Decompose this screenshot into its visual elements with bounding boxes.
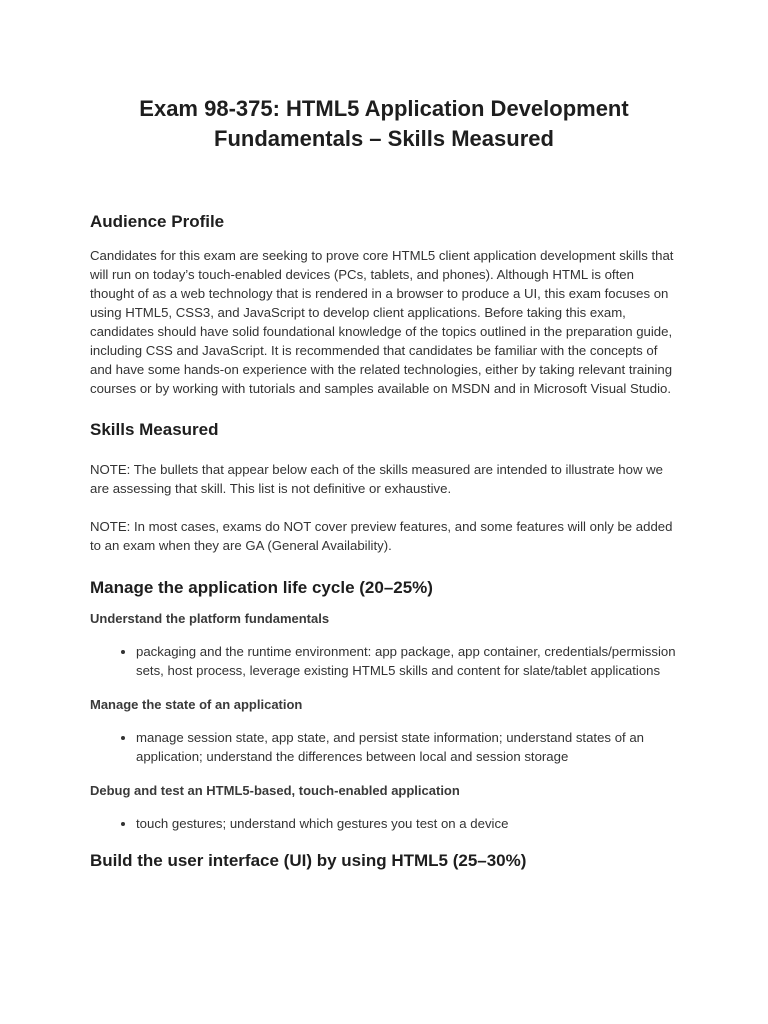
subsection-heading-state: Manage the state of an application — [90, 697, 303, 712]
title-line-1: Exam 98-375: HTML5 Application Development — [139, 96, 629, 121]
section-heading-build-ui: Build the user interface (UI) by using HTML5 (25–30%) — [90, 851, 527, 870]
note-preview-features: NOTE: In most cases, exams do NOT cover preview features, and some features will only be added to an exam when they are GA (General Availability). — [90, 519, 673, 553]
skills-measured-heading: Skills Measured — [90, 420, 219, 439]
audience-profile-heading: Audience Profile — [90, 212, 225, 231]
note-bullets: NOTE: The bullets that appear below each of the skills measured are intended to illustrate how we are assessing that skill. This list is not definitive or exhaustive. — [90, 462, 663, 496]
section-heading-lifecycle: Manage the application life cycle (20–25%) — [90, 578, 433, 597]
bullet-list-state — [90, 728, 678, 766]
bullet-list-debug — [90, 814, 678, 833]
list-item: • packaging and the runtime environment: app package, app container, credentials/permission sets, host process, leverage existing HTML5 skills and content for slate/tablet applications — [136, 642, 678, 680]
title-line-2: Fundamentals – Skills Measured — [214, 126, 554, 151]
subsection-heading-debug: Debug and test an HTML5-based, touch-enabled application — [90, 783, 460, 798]
list-item: • manage session state, app state, and persist state information; understand states of an application; understand the differences between local and session storage — [136, 728, 678, 766]
audience-profile-text: Candidates for this exam are seeking to prove core HTML5 client application development skills that will run on today’s touch-enabled devices (PCs, tablets, and phones). Although HTML is often thought of as a web technology that is rendered in a browser to produce a UI, this exam focuses on using HTML5, CSS3, and JavaScript to develop client applications. Before taking this exam, candidates should have solid foundational knowledge of the topics outlined in the preparation guide, including CSS and JavaScript. It is recommended that candidates be familiar with the concepts of and have some hands-on experience with the related technologies, either by taking relevant training courses or by working with tutorials and samples available on MSDN and in Microsoft Visual Studio. — [90, 248, 674, 396]
subsection-heading-platform: Understand the platform fundamentals — [90, 611, 330, 626]
document-title — [90, 0, 678, 154]
bullet-list-platform — [90, 642, 678, 680]
list-item: • touch gestures; understand which gestures you test on a device — [136, 814, 678, 833]
